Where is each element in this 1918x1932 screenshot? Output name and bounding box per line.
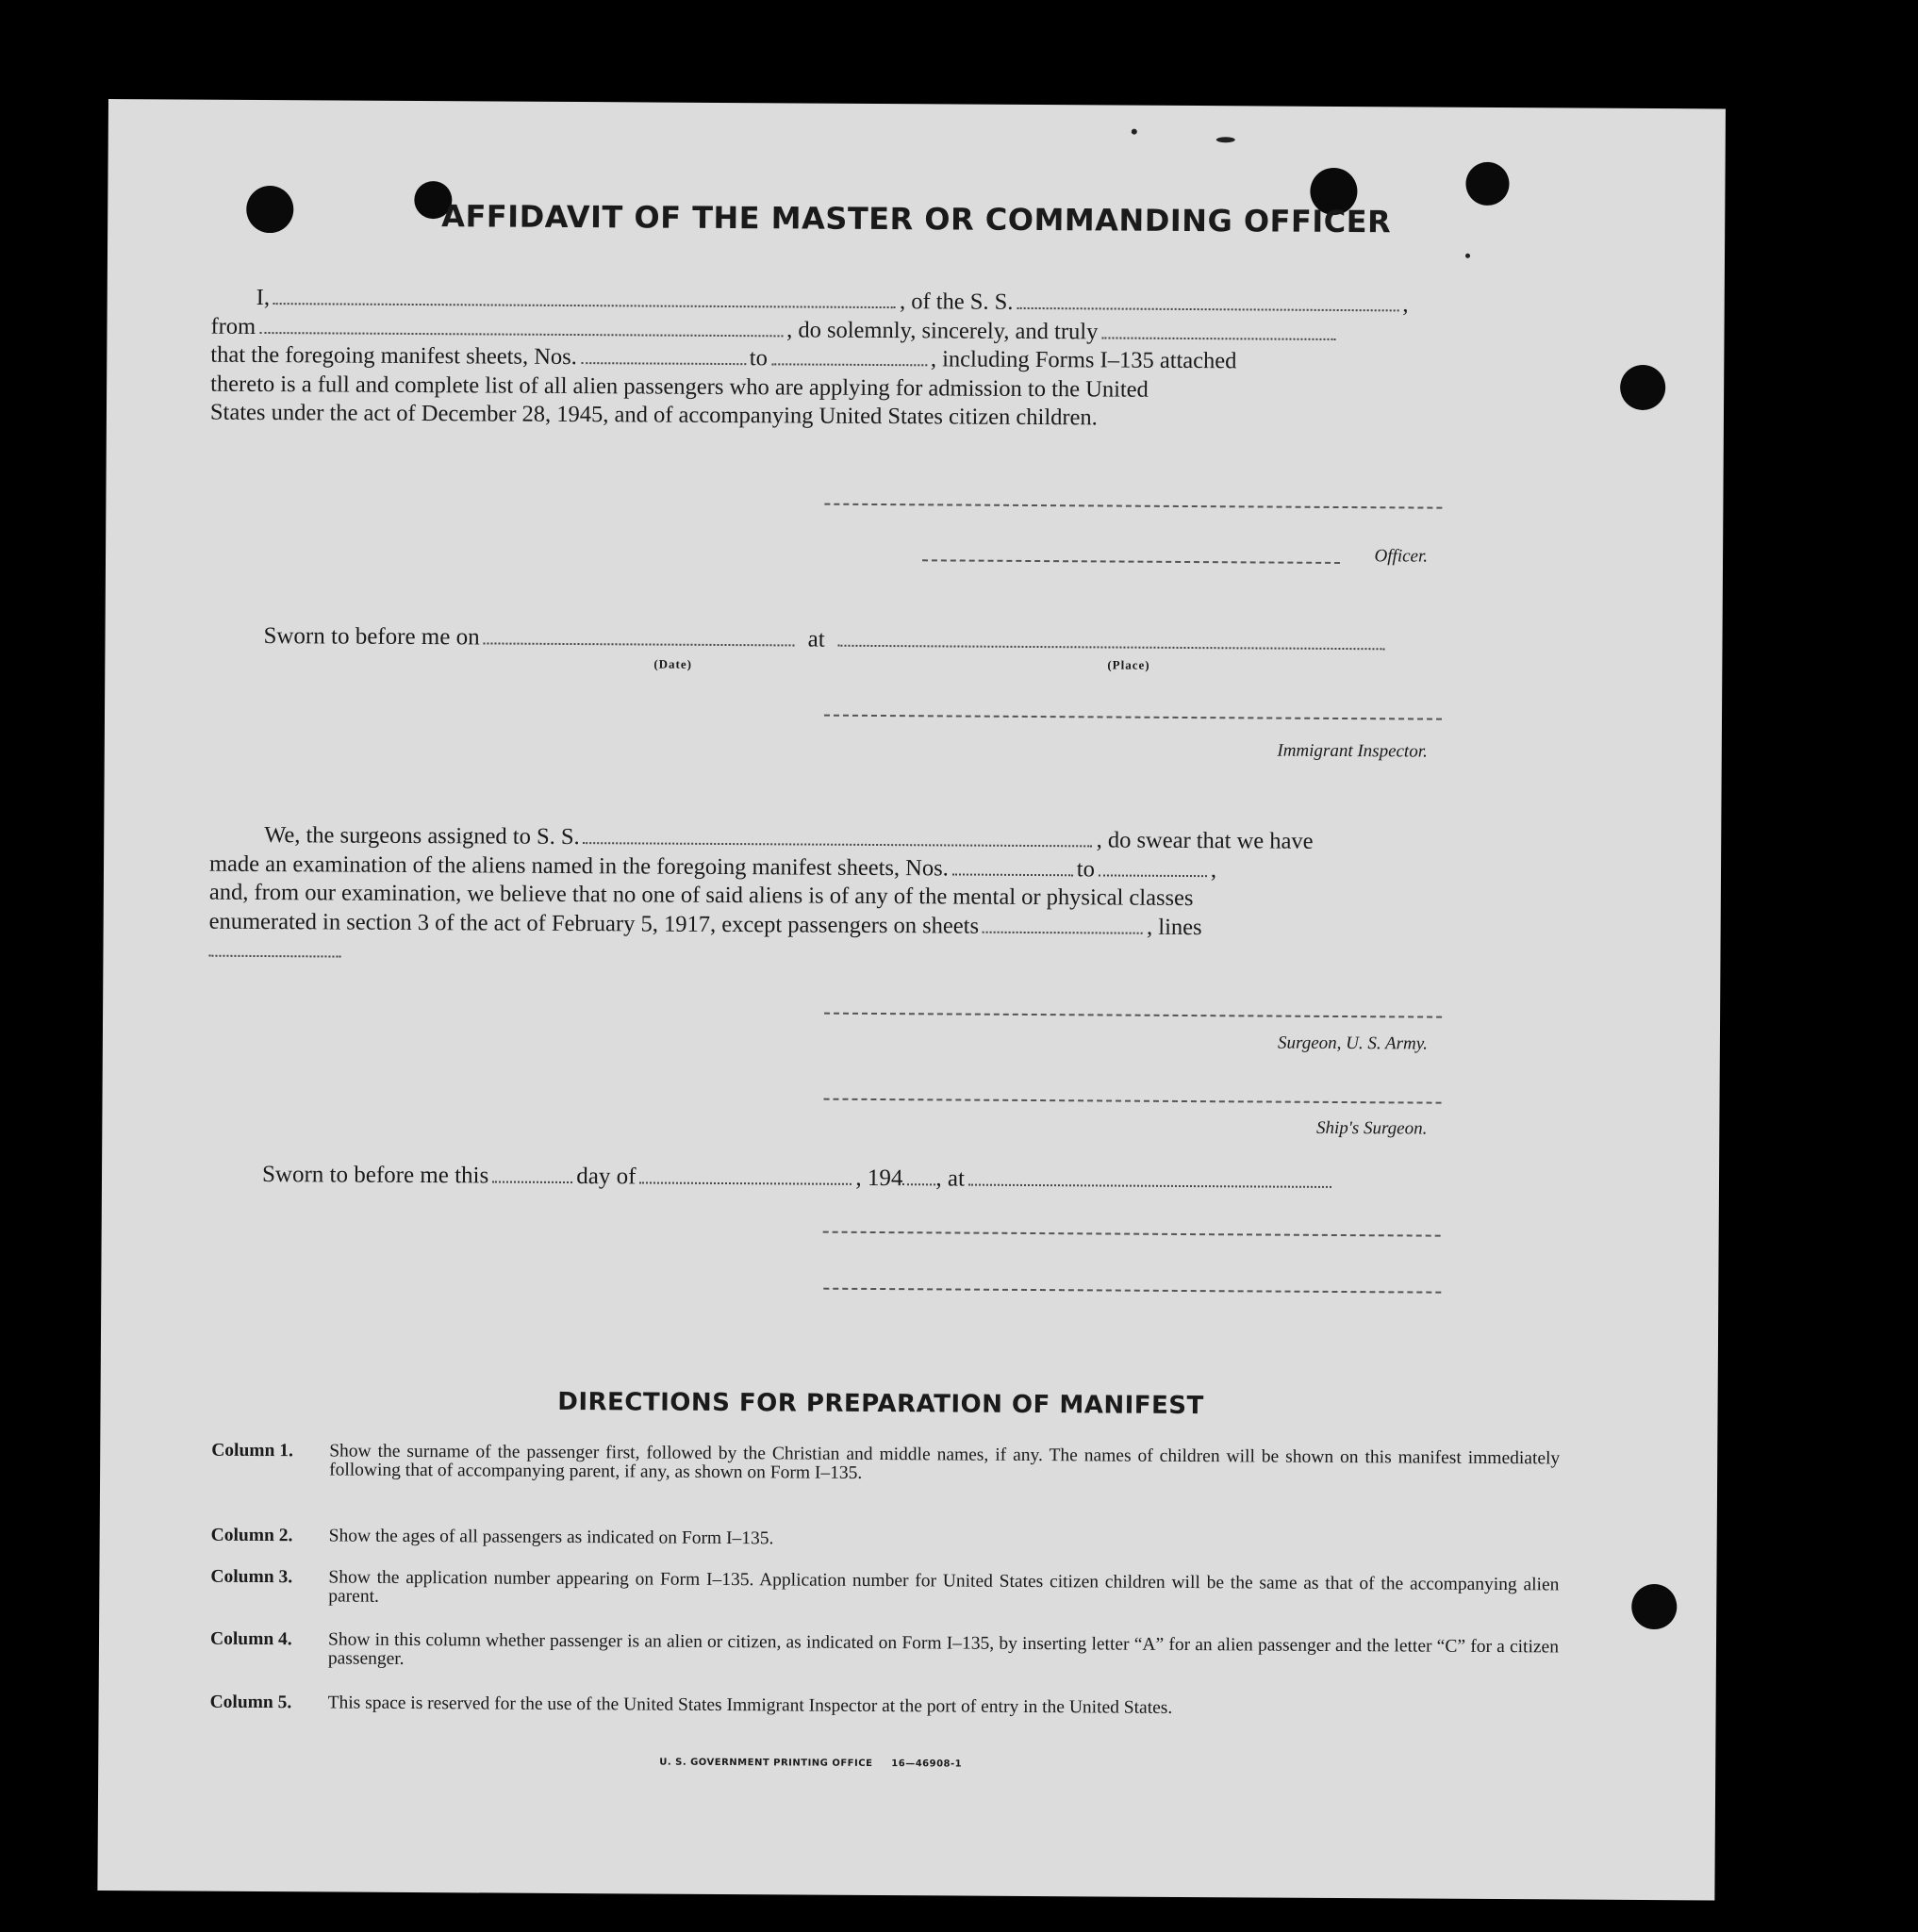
except-sheets-field[interactable] <box>983 930 1143 933</box>
surgeons-text: enumerated in section 3 of the act of February 5, 1917, except passengers on sheets <box>208 908 980 939</box>
ships-surgeon-label: Ship's Surgeon. <box>1315 1117 1428 1139</box>
inspector-signature-line[interactable] <box>824 715 1442 720</box>
sworn2-text: , 194 <box>855 1164 903 1192</box>
swear-field[interactable] <box>1101 336 1335 340</box>
affidavit-text: , <box>1402 291 1409 318</box>
sworn-month-field[interactable] <box>639 1181 852 1184</box>
punch-hole <box>1631 1584 1677 1629</box>
direction-column-1 <box>211 1442 1560 1509</box>
sworn-date-field[interactable] <box>484 641 795 646</box>
direction-text: Show the application number appearing on Form I–135. Application number for United States citizen children will be the same as that of the accompanying alien parent. <box>328 1567 1560 1607</box>
sworn-line-1 <box>263 623 1388 656</box>
direction-column-3 <box>210 1568 1559 1616</box>
officer-label: Officer. <box>1374 546 1429 567</box>
ships-surgeon-signature-line[interactable] <box>824 1098 1442 1104</box>
date-caption: (Date) <box>653 656 693 671</box>
direction-text: Show the ages of all passengers as indicated on Form I–135. <box>328 1526 774 1549</box>
surgeons-paragraph <box>208 821 1445 972</box>
affidavit-text: States under the act of December 28, 1945, and of accompanying United States citizen children. <box>209 399 1098 431</box>
affidavit-text: to <box>749 345 768 372</box>
punch-hole <box>1465 162 1509 206</box>
direction-label: Column 5. <box>209 1692 292 1713</box>
lines-field[interactable] <box>208 954 340 958</box>
speck <box>1465 254 1470 258</box>
direction-column-5 <box>209 1693 1558 1742</box>
affidavit-text: , do solemnly, sincerely, and truly <box>786 316 1099 344</box>
surgeons-text: made an examination of the aliens named in the foregoing manifest sheets, Nos. <box>208 850 949 881</box>
surgeons-text: to <box>1076 855 1095 882</box>
speck <box>1132 129 1137 135</box>
from-port-field[interactable] <box>259 330 783 336</box>
direction-column-4 <box>210 1630 1559 1678</box>
surgeons-text: , lines <box>1146 914 1202 940</box>
sworn-text: at <box>807 626 825 652</box>
direction-label: Column 4. <box>209 1628 292 1650</box>
page-title: AFFIDAVIT OF THE MASTER OR COMMANDING OFFICER <box>441 198 1392 240</box>
surgeons-text: We, the surgeons assigned to S. S. <box>264 822 580 850</box>
surgeon-sheet-to-field[interactable] <box>1099 873 1207 877</box>
sworn2-place-field[interactable] <box>968 1183 1331 1188</box>
sworn-place-field[interactable] <box>838 644 1385 651</box>
sworn2-title-line[interactable] <box>823 1288 1441 1294</box>
officer-title-line[interactable] <box>922 559 1340 564</box>
printer-footer: U. S. GOVERNMENT PRINTING OFFICE 16—46908-1 <box>659 1757 963 1770</box>
direction-text: Show the surname of the passenger first, followed by the Christian and middle names, if any. The names of children will be shown on this manifest immediately following that of accompanying parent, if any, as shown on Form I–135. <box>329 1441 1561 1483</box>
sworn-day-field[interactable] <box>492 1181 572 1184</box>
officer-signature-line[interactable] <box>824 504 1442 509</box>
form-page <box>97 99 1726 1900</box>
affidavit-text: I, <box>256 284 271 311</box>
sworn-text: Sworn to before me on <box>263 623 480 651</box>
ship-name-field[interactable] <box>1017 306 1398 311</box>
directions-heading: DIRECTIONS FOR PREPARATION OF MANIFEST <box>557 1387 1204 1421</box>
sworn2-text: Sworn to before me this <box>261 1162 489 1189</box>
surgeons-text: , do swear that we have <box>1096 827 1314 854</box>
speck <box>1216 137 1235 142</box>
affidavit-text: from <box>210 313 256 339</box>
direction-label: Column 1. <box>211 1440 293 1461</box>
direction-label: Column 3. <box>210 1566 293 1588</box>
punch-hole <box>1620 365 1665 410</box>
army-surgeon-signature-line[interactable] <box>824 1013 1442 1018</box>
surgeon-ship-field[interactable] <box>584 841 1093 847</box>
affidavit-text: , including Forms I–135 attached <box>930 346 1237 374</box>
sheet-to-field[interactable] <box>771 362 927 366</box>
affidavit-text: thereto is a full and complete list of all alien passengers who are applying for admission to the United <box>210 371 1149 403</box>
sworn2-signature-line[interactable] <box>823 1231 1441 1237</box>
affidavit-paragraph <box>210 284 1447 435</box>
sworn-year-field[interactable] <box>902 1182 935 1185</box>
direction-text: This space is reserved for the use of the United States Immigrant Inspector at the port of entry in the United States. <box>327 1693 1173 1718</box>
sheet-from-field[interactable] <box>581 361 746 365</box>
direction-text: Show in this column whether passenger is an alien or citizen, as indicated on Form I–135, by inserting letter “A” for an alien passenger and the letter “C” for a citizen passenger. <box>327 1629 1560 1669</box>
affidavit-text: that the foregoing manifest sheets, Nos. <box>210 341 577 371</box>
surgeons-text: and, from our examination, we believe that no one of said aliens is of any of the mental or physical classes <box>208 879 1194 912</box>
surgeon-sheet-from-field[interactable] <box>952 872 1073 876</box>
direction-label: Column 2. <box>210 1525 293 1546</box>
sworn-line-2 <box>262 1162 1335 1195</box>
army-surgeon-label: Surgeon, U. S. Army. <box>1277 1032 1428 1054</box>
surgeons-text: , <box>1210 856 1217 883</box>
master-name-field[interactable] <box>273 302 896 308</box>
affidavit-text: , of the S. S. <box>899 289 1014 315</box>
direction-column-2 <box>211 1527 1560 1556</box>
sworn2-text: day of <box>576 1164 637 1190</box>
sworn2-text: , at <box>935 1165 966 1192</box>
place-caption: (Place) <box>1107 657 1150 672</box>
inspector-label: Immigrant Inspector. <box>1277 740 1428 762</box>
